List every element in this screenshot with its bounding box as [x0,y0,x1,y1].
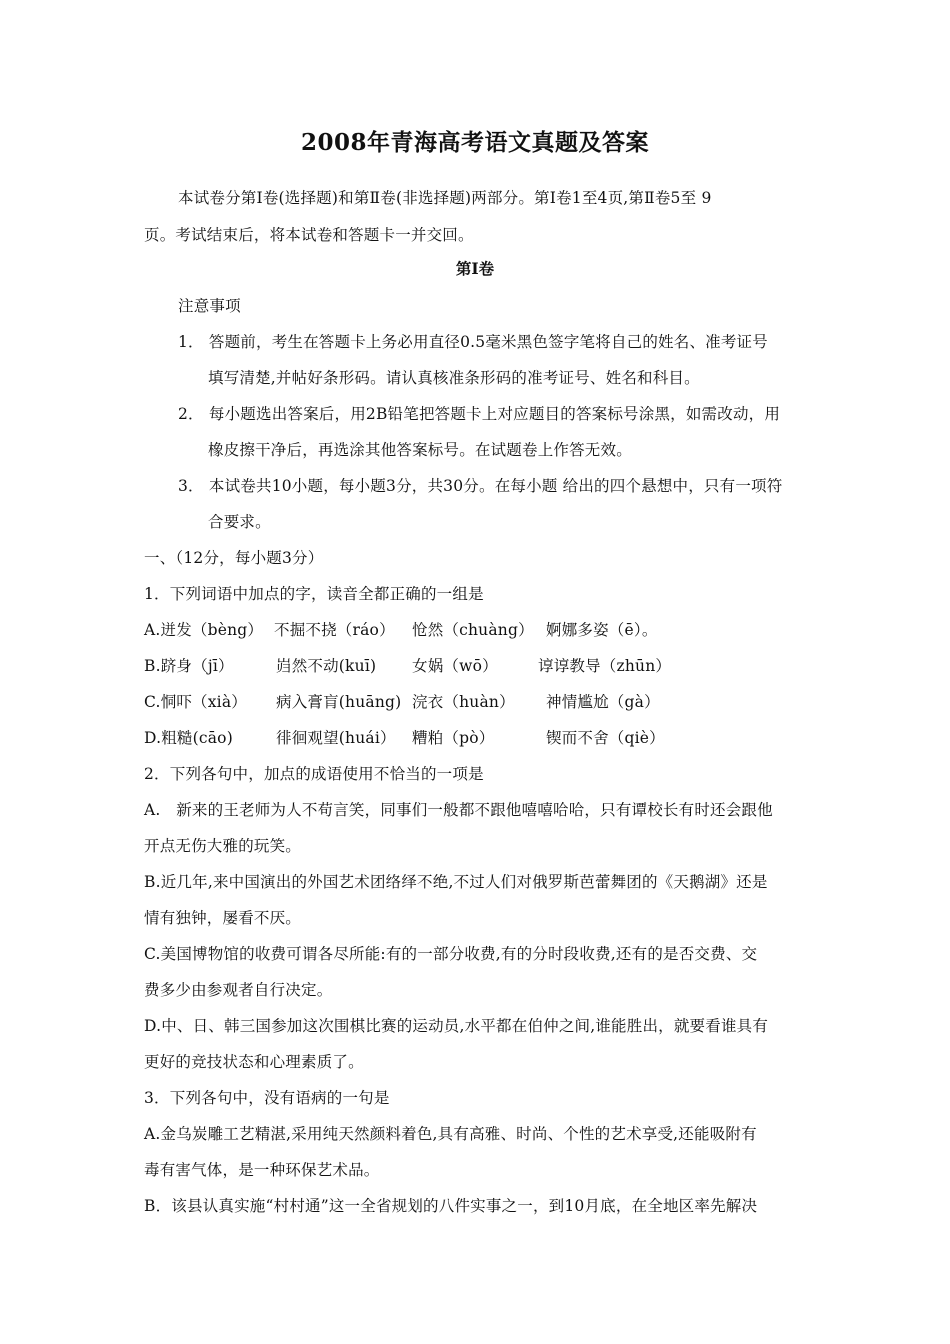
notice-item-2-line-1: 2． 每小题选出答案后，用2B铅笔把答题卡上对应题目的答案标号涂黑，如需改动，用 [178,405,781,423]
notice-item-1-line-1: 1． 答题前，考生在答题卡上务必用直径0.5毫米黑色签字笔将自己的姓名、准考证号 [178,333,768,351]
q2-stem: 2．下列各句中，加点的成语使用不恰当的一项是 [144,765,484,783]
notice-item-3-line-2: 合要求。 [208,513,271,531]
q2-b-line-2: 情有独钟，屡看不厌。 [144,909,302,927]
volume-heading: 第Ⅰ卷 [455,259,495,278]
q3-b-line-1: B．该县认真实施“村村通”这一全省规划的八件实事之一，到10月底，在全地区率先解决 [144,1197,758,1215]
q1-stem: 1．下列词语中加点的字，读音全都正确的一组是 [144,585,484,603]
notice-item-3-line-1: 3． 本试卷共10小题，每小题3分，共30分。在每小题 给出的四个悬想中，只有一项符 [178,477,783,495]
q2-d-line-2: 更好的竞技状态和心理素质了。 [144,1053,364,1071]
q3-a-line-1: A.金乌炭雕工艺精湛,采用纯天然颜料着色,具有高雅、时尚、个性的艺术享受,还能吸附有 [144,1125,757,1143]
q1-d-word-3: 糟粕（pò） [412,729,495,747]
q1-a-word-4: 婀娜多姿（ē）。 [546,621,658,639]
q2-c-line-1: C.美国博物馆的收费可谓各尽所能:有的一部分收费,有的分时段收费,还有的是否交费、交 [144,945,758,963]
q1-c-word-3: 浣衣（huàn） [412,693,515,711]
q1-d-word-1: D.粗糙(cāo) [144,729,233,747]
q3-stem: 3．下列各句中，没有语病的一句是 [144,1089,390,1107]
notice-item-2-line-2: 橡皮擦干净后，再选涂其他答案标号。在试题卷上作答无效。 [208,441,632,459]
q1-a-word-3: 怆然（chuàng） [412,621,534,639]
q1-c-word-1: C.恫吓（xià） [144,693,247,711]
q1-a-word-1: A.迸发（bèng） [144,621,264,639]
q1-b-word-2: 岿然不动(kuī) [276,657,377,675]
notice-item-1-line-2: 填写清楚,并帖好条形码。请认真核准条形码的准考证号、姓名和科目。 [208,369,700,387]
q1-c-word-4: 神情尴尬（gà） [546,693,660,711]
section-heading: 一、（12分，每小题3分） [144,549,324,567]
intro-line-1: 本试卷分第Ⅰ卷(选择题)和第Ⅱ卷(非选择题)两部分。第Ⅰ卷1至4页,第Ⅱ卷5至 9 [178,189,712,207]
q1-d-word-2: 徘徊观望(huái） [276,729,396,747]
q1-b-word-1: B.跻身（jī） [144,657,234,675]
notice-heading: 注意事项 [178,297,241,315]
q2-a-line-1: A. 新来的王老师为人不苟言笑，同事们一般都不跟他嘻嘻哈哈，只有谭校长有时还会跟他 [144,801,773,819]
intro-line-2: 页。考试结束后，将本试卷和答题卡一并交回。 [144,226,474,244]
q1-b-word-3: 女娲（wō） [412,657,498,675]
q1-b-word-4: 谆谆教导（zhūn） [538,657,672,675]
q1-d-word-4: 锲而不舍（qiè） [546,729,665,747]
q3-a-line-2: 毒有害气体，是一种环保艺术品。 [144,1161,380,1179]
q1-a-word-2: 不掘不挠（ráo） [274,621,395,639]
q2-a-line-2: 开点无伤大雅的玩笑。 [144,837,302,855]
page-title: 2008年青海高考语文真题及答案 [300,129,649,156]
q2-c-line-2: 费多少由参观者自行决定。 [144,981,333,999]
q1-c-word-2: 病入膏肓(huāng) [276,693,402,711]
q2-b-line-1: B.近几年,来中国演出的外国艺术团络绎不绝,不过人们对俄罗斯芭蕾舞团的《天鹅湖》还是 [144,873,768,891]
q2-d-line-1: D.中、日、韩三国参加这次围棋比赛的运动员,水平都在伯仲之间,谁能胜出，就要看谁具有 [144,1017,769,1035]
